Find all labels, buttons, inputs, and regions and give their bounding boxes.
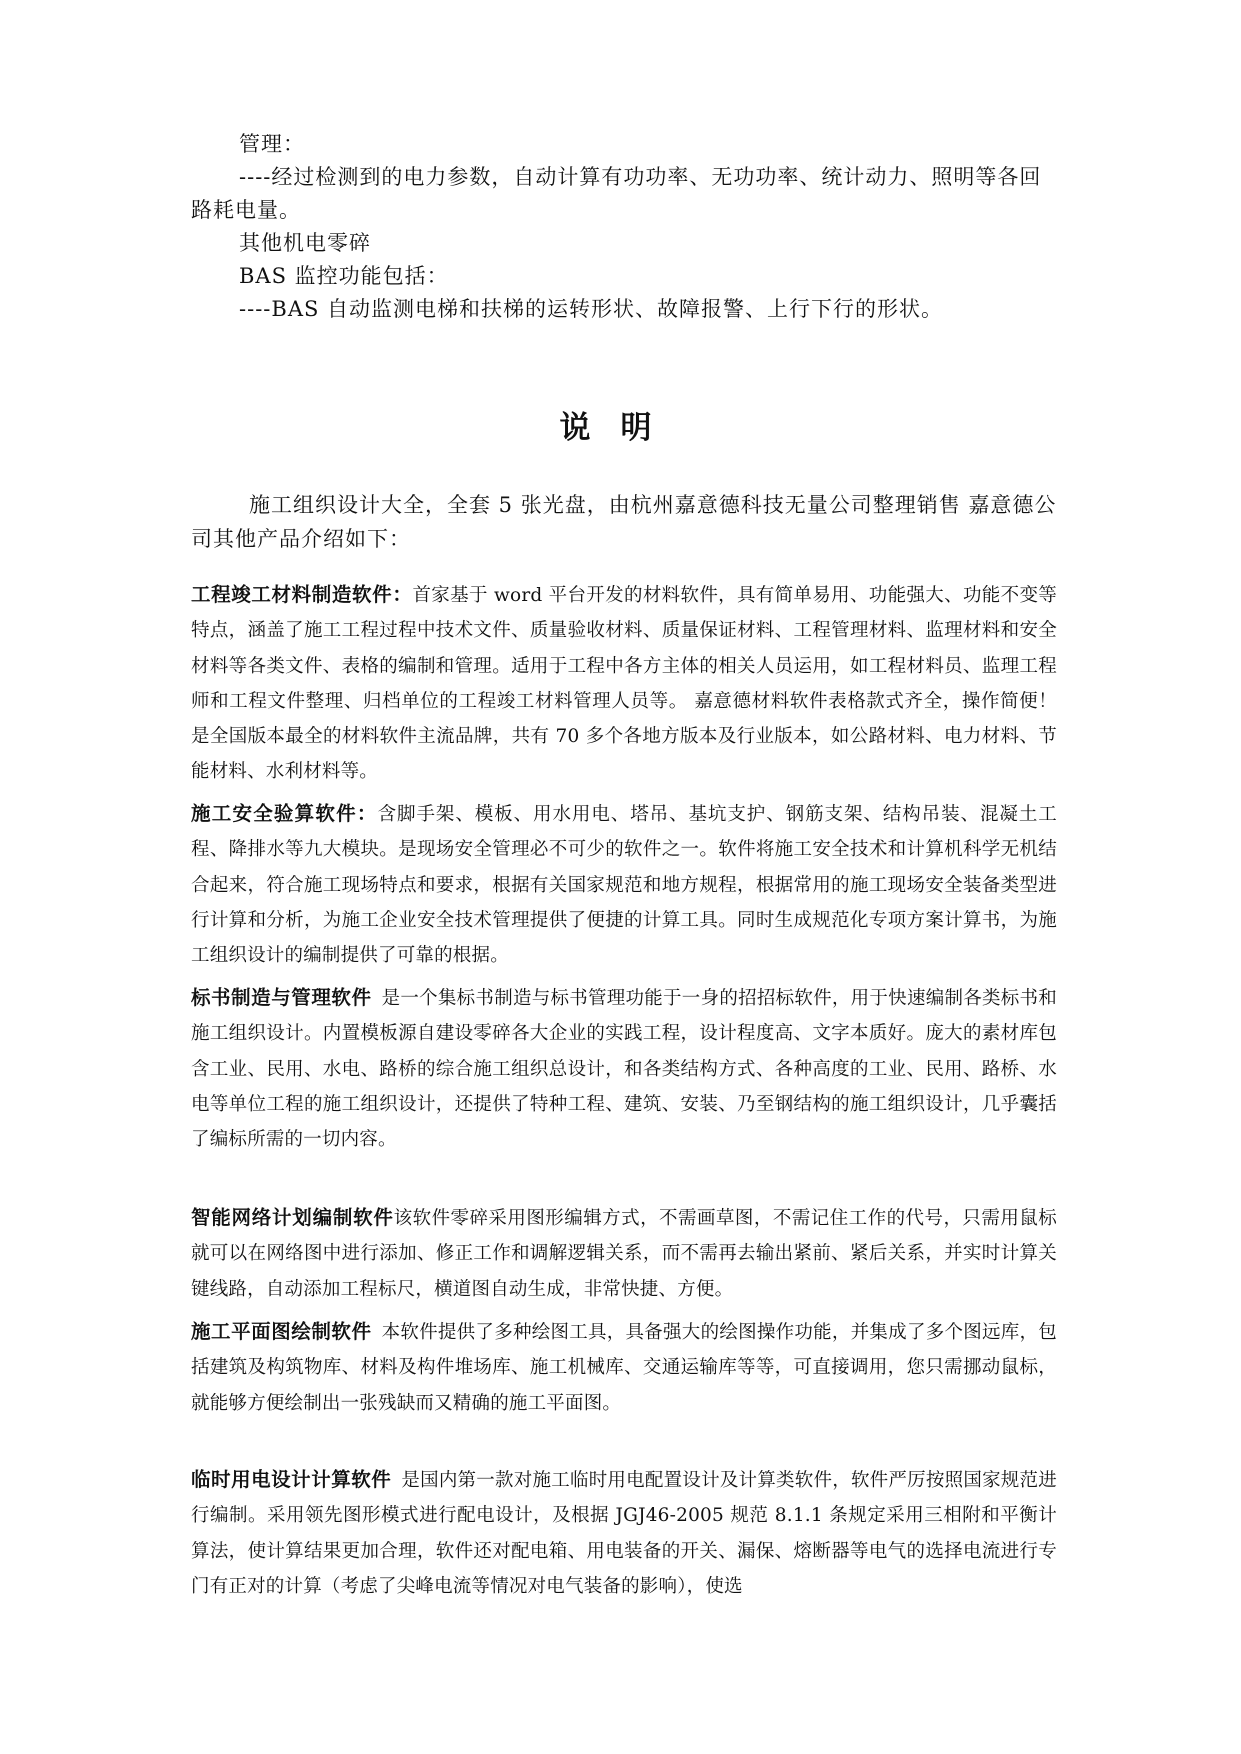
product-name: 临时用电设计计算软件 xyxy=(191,1468,392,1491)
product-text: 首家基于 word 平台开发的材料软件，具有简单易用、功能强大、功能不变等特点，涵盖了施工工程过程中技术文件、质量验收材料、质量保证材料、工程管理材料、监理材料和安全材料等各类文件、表格的编制和管理。适用于工程中各方主体的相关人员运用，如工程材料员、监理工程师和工程文件整理、归档单位的工程竣工材料管理人员等。 嘉意德材料软件表格款式齐全，操作简便！是全国版本最全的材料软件主流品牌，共有 70 多个各地方版本及行业版本，如公路材料、电力材料、节能材料、水利材料等。 xyxy=(191,585,1057,783)
page-title: 说明 xyxy=(559,410,682,446)
power-parameter-paragraph: ----经过检测到的电力参数，自动计算有功功率、无功功率、统计动力、照明等各回路耗电量。 xyxy=(191,165,1042,222)
section-label: 管理： xyxy=(239,132,305,156)
product-text: 本软件提供了多种绘图工具，具备强大的绘图操作功能，并集成了多个图远库，包括建筑及构筑物库、材料及构件堆场库、施工机械库、交通运输库等等，可直接调用，您只需挪动鼠标，就能够方便绘制出一张残缺而又精确的施工平面图。 xyxy=(191,1322,1057,1414)
product-name: 工程竣工材料制造软件： xyxy=(191,583,413,606)
product-name: 标书制造与管理软件 xyxy=(191,986,372,1009)
product-description xyxy=(191,980,1057,1157)
product-description xyxy=(191,1314,1057,1421)
product-description xyxy=(191,796,1057,973)
product-text: 是国内第一款对施工临时用电配置设计及计算类软件，软件严厉按照国家规范进行编制。采用领先图形模式进行配电设计，及根据 JGJ46-2005 规范 8.1.1 条规定采用三相附和平衡计算法，使计算结果更加合理，软件还对配电箱、用电装备的开关、漏保、熔断器等电气的选择电流进行专门有正对的计算（考虑了尖峰电流等情况对电气装备的影响），使选 xyxy=(191,1470,1057,1597)
product-description xyxy=(191,1462,1057,1604)
product-text: 该软件零碎采用图形编辑方式，不需画草图，不需记住工作的代号，只需用鼠标就可以在网络图中进行添加、修正工作和调解逻辑关系，而不需再去输出紧前、紧后关系，并实时计算关键线路，自动添加工程标尺，横道图自动生成，非常快捷、方便。 xyxy=(191,1208,1057,1300)
product-name: 智能网络计划编制软件 xyxy=(191,1206,394,1229)
continued-section xyxy=(191,128,1057,326)
product-description xyxy=(191,577,1057,790)
intro-paragraph: 施工组织设计大全，全套 5 张光盘，由杭州嘉意德科技无量公司整理销售 嘉意德公司其他产品介绍如下： xyxy=(191,493,1057,551)
product-description xyxy=(191,1200,1057,1307)
bas-elevator-paragraph: ----BAS 自动监测电梯和扶梯的运转形状、故障报警、上行下行的形状。 xyxy=(239,297,944,321)
product-name: 施工平面图绘制软件 xyxy=(191,1320,372,1343)
product-text: 含脚手架、模板、用水用电、塔吊、基坑支护、钢筋支架、结构吊装、混凝土工程、降排水等九大模块。是现场安全管理必不可少的软件之一。软件将施工安全技术和计算机科学无机结合起来，符合施工现场特点和要求，根据有关国家规范和地方规程，根据常用的施工现场安全装备类型进行计算和分析，为施工企业安全技术管理提供了便捷的计算工具。同时生成规范化专项方案计算书，为施工组织设计的编制提供了可靠的根据。 xyxy=(191,804,1057,967)
bas-function-heading: BAS 监控功能包括： xyxy=(239,264,449,288)
product-text: 是一个集标书制造与标书管理功能于一身的招招标软件，用于快速编制各类标书和施工组织设计。内置模板源自建设零碎各大企业的实践工程，设计程度高、文字本质好。庞大的素材库包含工业、民用、水电、路桥的综合施工组织总设计，和各类结构方式、各种高度的工业、民用、路桥、水电等单位工程的施工组织设计，还提供了特种工程、建筑、安装、乃至钢结构的施工组织设计，几乎囊括了编标所需的一切内容。 xyxy=(191,988,1057,1151)
subsection-heading: 其他机电零碎 xyxy=(239,231,371,255)
product-name: 施工安全验算软件： xyxy=(191,802,378,825)
